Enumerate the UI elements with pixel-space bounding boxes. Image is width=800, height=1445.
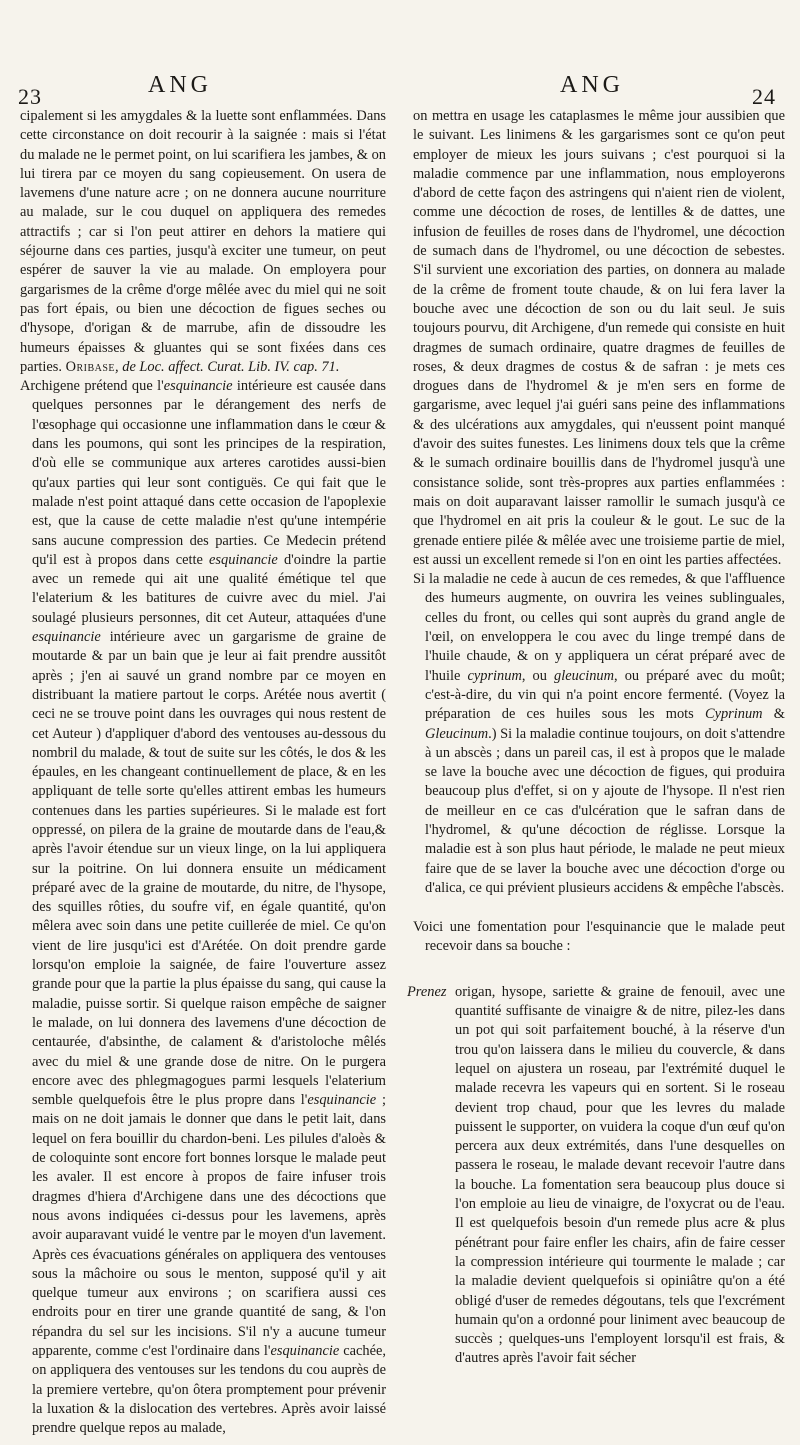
text-run: , ou préparé avec du moût; c'est-à-dire, du vin qui n'a point encore fermenté. (Voyez la préparation de ces huiles sous les mots	[425, 667, 785, 723]
paragraph	[20, 377, 386, 1438]
text-run: intérieure avec un gargarisme de graine de moutarde & par un bain que je leur ai fait prendre aussitôt après ; j'en ai sauvé un grand nombre par ce moyen en distribuant la matiere partout le corps. Arétée nous avertit ( ceci ne se trouve point dans les ouvrages qui nous restent de cet Auteur ) d'appliquer d'abord des ventouses au-dessous du nombril du malade, & tout de suite sur les côtés, le dos & les épaules, en les changeant continuellement de place, & en les appliquant de telle sorte qu'elles attirent embas les humeurs contenues dans les parties supérieures. Si le malade est fort oppressé, on pilera de la graine de moutarde dans de l'eau,& après l'avoir étendue sur un vieux linge, on la lui appliquera sur la poitrine. On lui donnera ensuite un médicament préparé avec de la graine de moutarde, du nitre, de l'hysope, des squilles rôties, du soufre vif, en égale quantité, qu'on mêlera avec soin dans une petite cuillerée de miel. Ce qu'on vient de lire jusqu'ici est d'Arétée. On doit prendre garde lorsqu'on emploie la saignée, de faire l'ouverture assez grande pour que la partie la plus épaisse du sang, qui cause la maladie, puisse sortir. Si quelque raison empêche de saigner le malade, on lui donnera des lavemens d'une décoction de centaurée, d'absinthe, de calament & d'aristoloche mêlés avec du miel & une grande dose de nitre. On le purgera encore avec des phlegmagogues parmi lesquels l'elaterium semble quelquefois être le plus propre dans l'	[32, 629, 386, 1109]
italic-term: Gleucinum	[425, 725, 489, 742]
italic-term: gleucinum	[554, 667, 614, 684]
italic-term: esquinancie	[307, 1092, 377, 1109]
right-column	[407, 107, 785, 1369]
italic-term: esquinancie	[32, 629, 101, 646]
headword-left: ANG	[148, 72, 212, 98]
paragraph: Voici une fomentation pour l'esquinancie que le malade peut recevoir dans sa bouche :	[413, 919, 785, 955]
headword-right: ANG	[560, 72, 624, 98]
paragraph	[413, 570, 785, 898]
paragraph-text: cipalement si les amygdales & la luette sont enflammées. Dans cette circonstance on doit recourir à la saignée : mais si l'état du malade ne le permet point, on lui scarifiera les jambes, & on lui tirera par ce moyen du sang copieusement. On usera de lavemens d'une nature acre ; on ne donnera aucune nourriture au malade, sur le cou duquel on appliquera des remedes attractifs ; car si l'on peut attirer en dehors la matiere qui séjourne dans ces parties, jusqu'à exciter une tumeur, on peut espérer de sauver la vie au malade. On employera pour gargarismes de la crême d'orge mêlée avec du miel qui ne soit pas fort épais, ou bien une décoction de figues seches ou d'hysope, d'origan & de marrube, afin de dissoudre les humeurs épaisses & gluantes qui se sont fixées dans ces parties.	[20, 108, 386, 375]
recipe-text: origan, hysope, sariette & graine de fenouil, avec une quantité suffisante de vinaigre & de nitre, pilez-les dans un pot qui soit parfaitement bouché, à la réserve d'un trou qu'on laissera dans le milieu du couvercle, & dans lequel on ajustera un roseau, par l'extrémité duquel le malade recevra les vapeurs qui en sortent. Si le roseau devient trop chaud, pour que les levres du malade puissent le supporter, on vuidera la coque d'un œuf qu'on percera aux deux extrémités, dans l'une desquelles on passera le roseau, le malade devant recevoir l'autre dans la bouche. La fomentation sera beaucoup plus douce si l'on emploie au lieu de vinaigre, de l'oxycrat ou de l'eau. Il est quelquefois besoin d'un remede plus acre & plus pénétrant pour faire enfler les chairs, afin de faire cesser la compression intérieure qui tourmente le malade ; car la maladie devient quelquefois si opiniâtre qu'on a été obligé d'user de remedes dégoutans, tels que l'excrément humain qu'on a ordonné pour liniment avec beaucoup de succès ; quelques-uns l'employent lorsqu'il est frais, & d'autres après l'avoir fait sécher	[455, 983, 785, 1367]
italic-term: Cyprinum	[705, 706, 763, 723]
text-run: intérieure est causée dans quelques personnes par le dérangement des nerfs de l'œsophage qui occasionne une inflammation dans le cœur & dans les poumons, qui sont les principes de la respiration, d'où elle se communique aux arteres carotides aussi-bien qu'aux parties qui leur sont contiguës. Ce qui fait que le malade n'est point attaqué dans cette occasion de l'apoplexie est, que la cause de cette maladie n'est qu'une intempérie sans aucune compression des parties. Ce Medecin prétend qu'il est à propos dans cette	[32, 378, 386, 568]
page-number-left: 23	[18, 84, 42, 109]
text-run: &	[762, 706, 785, 723]
italic-term: esquinancie	[163, 378, 233, 395]
reference-citation: , de Loc. affect. Curat. Lib. IV. cap. 71.	[115, 358, 340, 375]
paragraph: on mettra en usage les cataplasmes le même jour aussibien que le suivant. Les linimens & les gargarismes sont ce qu'on peut employer de mieux les jours suivans ; c'est pourquoi si la maladie commence par une inflammation, nous employerons d'abord de cette façon des astringens qui n'aient rien de violent, comme une décoction de roses, de lentilles & de dattes, une infusion de feuilles de roses dans de l'hydromel, une décoction de sumach dans de l'hydromel, ou une décoction de sebestes. S'il survient une excoriation des parties, on donnera au malade de la crême de froment toute chaude, & on lui fera laver la bouche avec une décoction de son ou du lait seul. Je suis toujours pourvu, dit Archigene, d'un remede qui consiste en huit dragmes de sumach ordinaire, quatre dragmes de feuilles de roses, & deux dragmes de costus & de safran : je mets ces drogues dans de l'hydromel & je m'en sers en forme de gargarisme, avec lequel j'ai guéri sans peine des inflammations & des ulcérations aux amygdales, qui n'eussent point manqué d'avoir des suites funestes. Les linimens doux tels que la crême & le sumach ordinaire bouillis dans de l'hydromel jusqu'à une consistance solide, sont très-propres aux parties enflammées : mais on doit auparavant laisser ramollir le sumach jusqu'à ce que l'hydromel en ait pris la couleur & le gout. Le suc de la grenade entiere pilée & mêlée avec une troisieme partie de miel, est aussi un excellent remede si l'on en oint les parties affectées.	[413, 108, 785, 568]
paragraph	[20, 107, 386, 377]
running-header	[0, 72, 800, 112]
left-column	[20, 107, 386, 1438]
author-citation: Oribase	[65, 358, 116, 375]
text-run: , ou	[521, 667, 555, 684]
italic-term: esquinancie	[209, 551, 278, 568]
text-run: ; mais on ne doit jamais le donner que dans le petit lait, dans lequel on fera bouillir du chardon-beni. Les pilules d'aloès & de coloquinte sont encore fort bonnes lorsque le malade peut les avaler. Il est encore à propos de faire infuser trois dragmes d'hiera d'Archigene dans une des décoctions que nous avons indiquées ci-dessus pour les lavemens, après avoir auparavant vuidé le ventre par le moyen d'un lavement. Après ces évacuations générales on appliquera des ventouses sous la mâchoire ou sous le menton, supposé qu'il y ait quelque tumeur aux environs ; on scarifiera aussi ces endroits pour en tirer une grande quantité de sang, & l'on répandra du sel sur les incisions. S'il n'y a aucune tumeur apparente, comme c'est l'ordinaire dans l'	[32, 1092, 386, 1359]
page-number-right: 24	[752, 84, 776, 109]
text-run: Archigene prétend que l'	[20, 378, 164, 395]
text-run: d'oindre la partie avec un remede qui ait une qualité émétique tel que l'elaterium & les batitures de cuivre avec du miel. J'ai soulagé plusieurs personnes, dit cet Auteur, attaquées d'une	[32, 551, 386, 626]
recipe-label: Prenez	[407, 983, 447, 1000]
text-run: Si la maladie ne cede à aucun de ces remedes, & que l'affluence des humeurs augmente, on ouvrira les veines sublinguales, celles du front, ou celles qui sont auprès du grand angle de l'œil, on enveloppera le cou avec du linge trempé dans de l'huile chaude, & on y appliquera un cérat préparé avec de l'huile	[413, 571, 785, 684]
italic-term: cyprinum	[467, 667, 522, 684]
italic-term: esquinancie	[270, 1343, 340, 1359]
text-run: .) Si la maladie continue toujours, on doit s'attendre à un abscès ; dans un pareil cas, il est à propos que le malade se lave la bouche avec une décoction de figues, qui produira beaucoup plus d'effet, si on y ajoute de l'hysope. Il n'est rien de meilleur en ce cas d'ulcération que le safran dans de l'hydromel, & qu'une décoction de réglisse. Lorsque la maladie est à son plus haut période, le malade ne peut mieux faire que de se laver la bouche avec une décoction d'orge ou d'alica, ce qui prévient plusieurs accidens & empêche l'abscès.	[425, 725, 785, 896]
recipe-block	[407, 983, 785, 1369]
text-run: cachée, on appliquera des ventouses sur les tendons du cou auprès de la premiere vertebre, qu'on ôtera promptement pour prévenir la luxation & la dislocation des vertebres. Après avoir laissé prendre quelque repos au malade,	[32, 1343, 386, 1437]
